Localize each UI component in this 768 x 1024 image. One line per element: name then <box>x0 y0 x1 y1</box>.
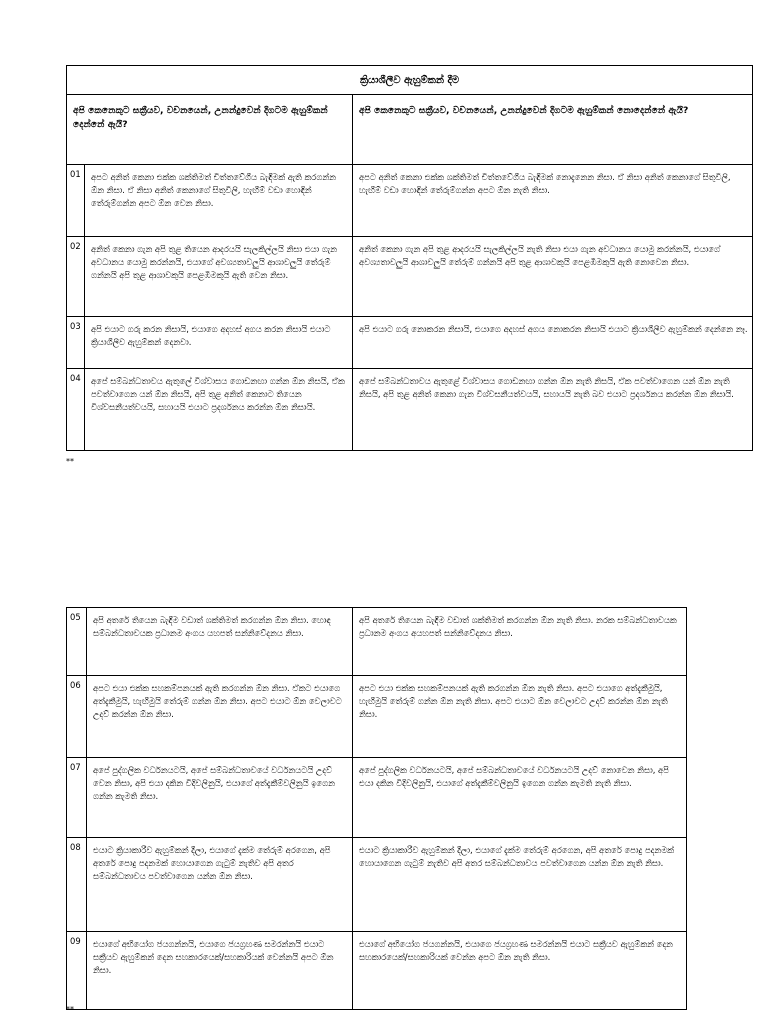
table-row <box>67 165 753 237</box>
reason-why: අපේ සම්බන්ධතාවය ඇතුලේ විශ්වාසය ගොඩනඟා ගන්න ඕන නිසයි, ඒක පවත්වාගෙන යන් ඕන නිසයි, අපි තුළ අනිත් කෙනාට තියෙන විශ්වසනීයත්වයයි, සහායයි එයාට ප්‍රදර්ශනය කරන්න ඕන නිසායි. <box>91 376 345 412</box>
reason-why-not: එයාට ක්‍රියාකාරීව ඇහුම්කන් දීලා, එයාගේ දැක්ම තේරුම් අරගෙන, අපි අතරේ පොදු පදනමක් හොයාගෙන ගැටුම් නැතිව අපි අතර සම්බන්ධතාවය පවත්වාගෙන යන්න ඕන නැති නිසා. <box>359 845 674 868</box>
reason-why-not: අපි එයාට ගරු නොකරන නිසායි, එයාගෙ අදහස් අගය නොකරන නිසායි එයාට ක්‍රියාශීලීව ඇහුම්කන් දෙන්නෙ නෑ. <box>359 324 748 334</box>
table-row <box>67 608 687 676</box>
row-number: 01 <box>67 165 85 237</box>
listening-table-part2 <box>66 607 687 1010</box>
page-marker: ** <box>66 1005 74 1014</box>
reason-why-not: එයාගේ අභියෝග ජයගන්නයි, එයාගෙ ජයග්‍රහණ සමරන්නයි එයාට සක්‍රීයව ඇහුම්කන් දෙන සහකාරයෙක්/සහකාරියක් වෙන්න අපට ඕන නැති නිසා. <box>359 939 673 962</box>
reason-why-not: අපි අතරේ තියෙන බැඳීම වඩාත් ශක්තිමත් කරගන්න ඕන නැති නිසා. නරක සම්බන්ධතාවයක ප්‍රධානම අංගය අයහපත් සන්නිවේදනය නිසා. <box>359 615 677 638</box>
row-number: 03 <box>67 317 85 369</box>
table-row <box>67 369 753 451</box>
table-row <box>67 838 687 932</box>
table-row <box>67 676 687 758</box>
row-number: 06 <box>67 676 87 758</box>
page-marker: ** <box>66 457 74 466</box>
reason-why: අනිත් කෙනා ගැන අපි තුළ තියෙන ආදරයයි සැලකිල්ලයි නිසා එයා ගැන අවධානය යොමු කරන්නයි, එයාගේ අවශ්‍යතාවලුයි ආශාවලුයි තේරුම් ගන්නයි අපි තුළ ආශාවකුයි පෙළඹීමකුයි ඇති වෙන නිසා. <box>91 244 337 280</box>
reason-why: අපි අතරේ තියෙන බැඳීම වඩාත් ශක්තිමත් කරගන්න ඕන නිසා. හොඳ සම්බන්ධතාවයක ප්‍රධානම අංගය යහපත් සන්නිවේදනය නිසා. <box>93 615 331 638</box>
row-number: 05 <box>67 608 87 676</box>
reason-why: අපට අනිත් කෙනා එක්ක ශක්තිමත් චිත්තවේගීය බැඳීමක් ඇති කරගන්න ඕන නිසා. ඒ නිසා අනිත් කෙනාගේ සිතුවිලි, හැඟීම් වඩා හොඳින් තේරුම්ගන්න අපට ඕන වෙන නිසා. <box>91 172 336 208</box>
row-number: 04 <box>67 369 85 451</box>
row-number: 09 <box>67 932 87 1010</box>
table-row <box>67 932 687 1010</box>
table-title: ක්‍රියාශීලීව ඇහුම්කන් දීම <box>67 66 753 95</box>
reason-why-not: අනිත් කෙනා ගැන අපි තුළ ආදරයයි සැලකිල්ලයි නැති නිසා එයා ගැන අවධානය යොමු කරන්නයි, එයාගේ අවශ්‍යතාවලුයි ආශාවලුයි තේරුම් ගන්නයි අපි තුළ ආශාවකුයි පෙළඹීමකුයි ඇති නොවෙන නිසා. <box>359 244 720 267</box>
listening-table-part1 <box>66 65 753 451</box>
table-row <box>67 317 753 369</box>
row-number: 08 <box>67 838 87 932</box>
reason-why: අපි එයාට ගරු කරන නිසායි, එයාගෙ අදහස් අගය කරන නිසායි එයාට ක්‍රියාශීලීව ඇහුම්කන් දෙනවා. <box>91 324 331 347</box>
reason-why-not: අපට එයා එක්ක සහකම්පනයක් ඇති කරගන්න ඕන නැති නිසා. අපට එයාගෙ අත්දැකීමුයි, හැඟීමුයි තේරුම් ගන්න ඕන නැති නිසා. අපට එයාට ඕන වෙලාවට උදව් කරන්න ඕන නැති නිසා. <box>359 683 668 719</box>
reason-why-not: අපේ පුද්ගලික වර්ධනයටයි, අපේ සම්බන්ධතාවයේ වර්ධනයටයි උදව් නොවෙන නිසා, අපි එයා දකින විදිවලිනුයි, එයාගේ අත්දැකීම්වලිනුයි ඉගෙන ගන්න කැමති නැති නිසා. <box>359 765 669 788</box>
reason-why: අපේ පුද්ගලික වර්ධනයටයි, අපේ සම්බන්ධතාවයේ වර්ධනයටයි උදව් වෙන නිසා, අපි එයා දකින විදිවලිනුයි, එයාගේ අත්දැකීම්වලිනුයි ඉගෙන ගන්න කැමති නිසා. <box>93 765 335 801</box>
row-number: 07 <box>67 758 87 838</box>
row-number: 02 <box>67 237 85 317</box>
reason-why-not: අපට අනිත් කෙනා එක්ක ශක්තිමත් චිත්තවේගීය බැඳීමක් නොදැනෙන නිසා. ඒ නිසා අනිත් කෙනාගේ සිතුවිලි, හැඟීම් වඩා හොඳින් තේරුම්ගන්න අපට ඕන නැති නිසා. <box>359 172 731 195</box>
header-why-not: අපි කෙනෙකුට සක්‍රීයව, වචනයෙන්, උනන්දුවෙන් දිගටම ඇහුම්කන් නොදෙන්නේ ඇයි? <box>353 95 753 165</box>
reason-why: එයාගේ අභියෝග ජයගන්නයි, එයාගෙ ජයග්‍රහණ සමරන්නයි එයාට සක්‍රීයව ඇහුම්කන් දෙන සහකාරයෙක්/සහකාරියක් වෙන්නයි අපට ඕන නිසා. <box>93 939 334 975</box>
reason-why: එයාට ක්‍රියාකාරීව ඇහුම්කන් දීලා, එයාගේ දැක්ම තේරුම් අරගෙන, අපි අතරේ පොදු පදනමක් හොයාගෙන ගැටුම් නැතිව අපි අතර සම්බන්ධතාවය පවත්වාගෙන යන්න ඕන නිසා. <box>93 845 331 881</box>
reason-why-not: අපේ සම්බන්ධතාවය ඇතුළේ විශ්වාසය ගොඩනඟා ගන්න ඕන නැති නිසයි, ඒක පවත්වාගෙන යන් ඕන නැති නිසයි, අපි තුළ අනිත් කෙනා ගැන විශ්වසනීයත්වයයි, සහායයි නැති බව එයාට ප්‍රදර්ශනය කරන්න ඕන නිසායි. <box>359 376 734 399</box>
header-why: අපි කෙනෙකුට සක්‍රීයව, වචනයෙන්, උනන්දුවෙන් දිගටම ඇහුම්කන් දෙන්නේ ඇයි? <box>67 95 353 165</box>
reason-why: අපට එයා එක්ක සහකම්පනයක් ඇති කරගන්න ඕන නිසා. ඒකට එයාගෙ අත්දැකීමුයි, හැඟීමුයි තේරුම් ගන්න ඕන නිසා. අපට එයාට ඕන වෙලාවට උදව් කරන්න ඕන නිසා. <box>93 683 342 719</box>
table-row <box>67 758 687 838</box>
table-row <box>67 237 753 317</box>
